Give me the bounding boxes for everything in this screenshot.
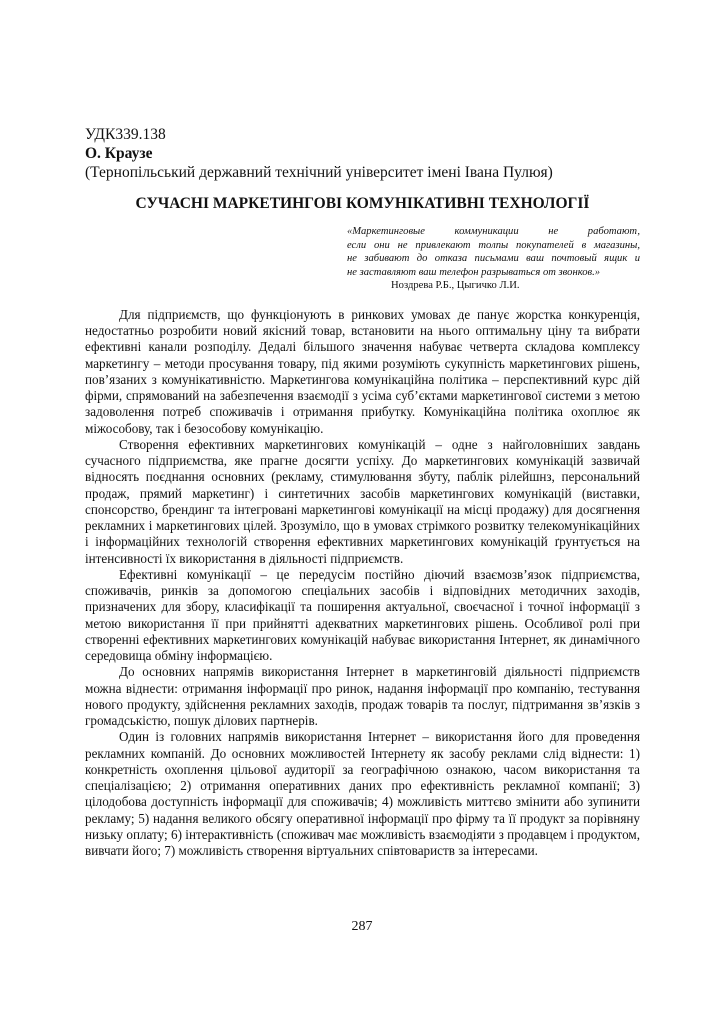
author-name: О. Краузе	[85, 145, 153, 162]
body-paragraph: Для підприємств, що функціонують в ринкових умовах де панує жорстка конкуренція, недостатньо розробити новий якісний товар, встановити на нього оптимальну ціну та вибрати ефективні канали розподілу. Дедалі більшого значення набуває четверта складова комплексу маркетингу – методи просування товару, під якими розуміють сукупність маркетингових рішень, пов’язаних з комунікативністю. Маркетингова комунікаційна політика – перспективний курс дій фірми, спрямований на забезпечення взаємодії з усіма суб’єктами маркетингової системи з метою задоволення потреб споживачів і отримання прибутку. Комунікаційна політика охоплює як міжособову, так і безособову комунікацію.	[85, 306, 640, 436]
epigraph-line: не забивают до отказа письмами ваш почтовый ящик и	[347, 253, 640, 265]
epigraph-line: не заставляют ваш телефон разрываться от звонков.»	[347, 266, 601, 278]
epigraph-line: если они не привлекают толпы покупателей в магазины,	[347, 239, 640, 251]
page-number: 287	[351, 919, 373, 934]
epigraph-attribution: Ноздрева Р.Б., Цыгичко Л.И.	[391, 280, 520, 292]
epigraph-line: «Маркетинговые коммуникации не работают,	[347, 226, 640, 237]
epigraph	[347, 225, 640, 293]
body-paragraph: Ефективні комунікації – це передусім постійно діючий взаємозв’язок підприємства, споживачів, ринків за допомогою спеціальних засобів і відповідних методичних заходів, призначених для збору, класифікації та поширення актуальної, своєчасної і точної інформації з метою використання її при прийнятті адекватних маркетингових рішень. Особливої ролі при створенні ефективних маркетингових комунікацій набуває використання Інтернет, як динамічного середовища обміну інформацією.	[85, 566, 640, 664]
article-title: СУЧАСНІ МАРКЕТИНГОВІ КОМУНІКАТИВНІ ТЕХНОЛОГІЇ	[135, 195, 590, 212]
body-paragraph: До основних напрямів використання Інтернет в маркетинговій діяльності підприємств можна віднести: отримання інформації про ринок, надання інформації про компанію, тестування нового продукту, здійснення рекламних заходів, продаж товарів та послуг, підтримання зв’язків з громадськістю, пошук ділових партнерів.	[85, 664, 640, 729]
article-body	[85, 307, 640, 860]
body-paragraph: Один із головних напрямів використання Інтернет – використання його для проведення рекламних компаній. До основних можливостей Інтернету як засобу реклами слід віднести: 1) конкретність охоплення цільової аудиторії за географічною ознакою, часом використання та спеціалізацією; 2) отримання оперативних даних про ефективність рекламної компанії; 3) цілодобова доступність інформації для споживачів; 4) можливість миттєво змінити або зупинити рекламу; 5) надання великого обсягу оперативної інформації про фірму та її продукт за порівняну низьку оплату; 6) інтерактивність (споживач має можливість взаємодіяти з продавцем і продуктом, вивчати його; 7) можливість створення віртуальних співтовариств за інтересами.	[85, 729, 640, 859]
article	[85, 125, 640, 859]
udc-code: УДК339.138	[85, 126, 166, 143]
body-paragraph: Створення ефективних маркетингових комунікацій – одне з найголовніших завдань сучасного підприємства, яке прагне досягти успіху. До маркетингових комунікацій зазвичай відносять поєднання основних (рекламу, стимулювання збуту, паблік рілейшнз, персональний продаж, прямий маркетинг) і синтетичних засобів маркетингових комунікацій (виставки, спонсорство, брендинг та інтегровані маркетингові комунікації на місці продажу) для досягнення рекламних і маркетингових цілей. Зрозуміло, що в умовах стрімкого розвитку телекомунікаційних і інформаційних технологій створення ефективних маркетингових комунікацій ґрунтується на інтенсивності їх використання в діяльності підприємств.	[85, 436, 640, 566]
author-affiliation: (Тернопільський державний технічний університет імені Івана Пулюя)	[85, 164, 553, 181]
